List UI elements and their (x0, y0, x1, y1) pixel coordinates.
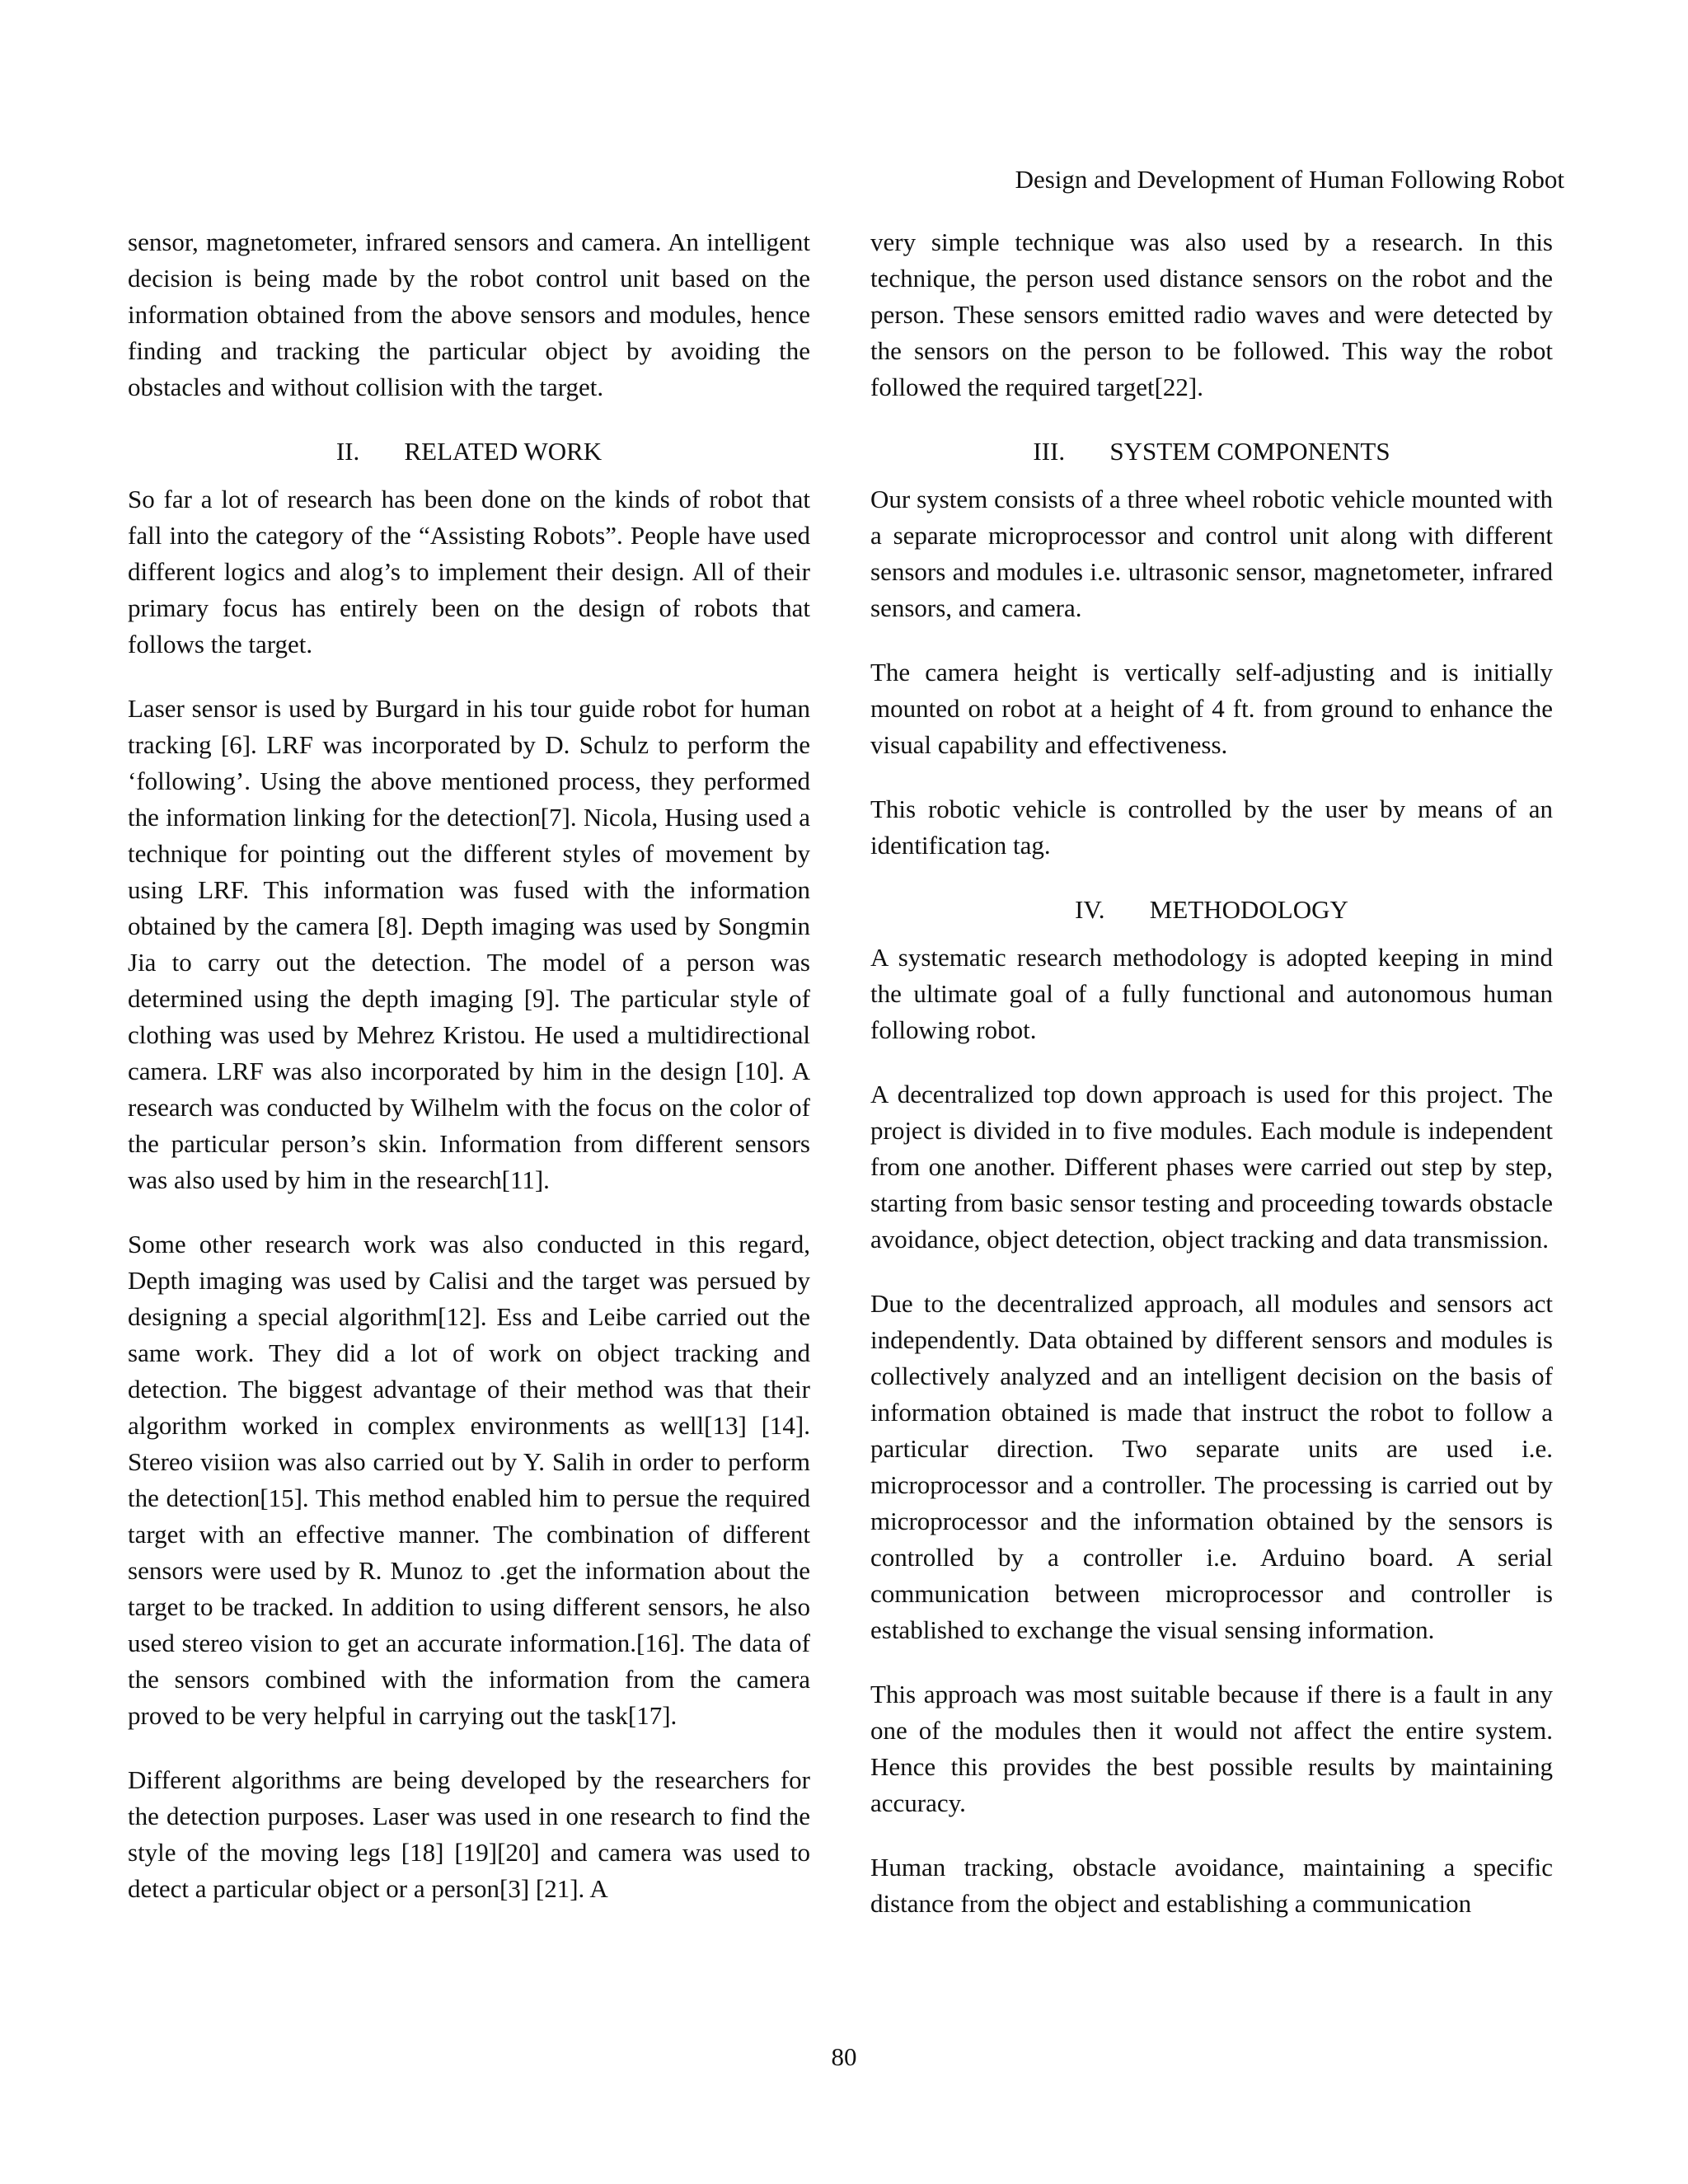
paragraph: Due to the decentralized approach, all modules and sensors act independently. Data obtained by different sensors and modules is collectively analyzed and an intelligent decision on the basis of information obtained is made that instruct the robot to follow a particular direction. Two separate units are used i.e. microprocessor and a controller. The processing is carried out by microprocessor and the information obtained by the sensors is controlled by a controller i.e. Arduino board. A serial communication between microprocessor and controller is established to exchange the visual sensing information. (870, 1289, 1553, 1644)
paragraph: sensor, magnetometer, infrared sensors and camera. An intelligent decision is being made by the robot control unit based on the information obtained from the above sensors and modules, hence finding and tracking the particular object by avoiding the obstacles and without collision with the target. (128, 227, 810, 401)
section-heading-methodology: IV. METHODOLOGY (1075, 895, 1348, 924)
paragraph: So far a lot of research has been done on the kinds of robot that fall into the category of the “Assisting Robots”. People have used different logics and alog’s to implement their design. All of their primary focus has entirely been on the design of robots that follows the target. (128, 485, 810, 658)
paragraph: very simple technique was also used by a research. In this technique, the person used distance sensors on the robot and the person. These sensors emitted radio waves and were detected by the sensors on the person to be followed. This way the robot followed the required target[22]. (870, 227, 1553, 401)
paragraph: Different algorithms are being developed by the researchers for the detection purposes. Laser was used in one research to find the style of the moving legs [18] [19][20] and camera was used to detect a particular object or a person[3] [21]. A (128, 1765, 810, 1903)
paragraph: Some other research work was also conducted in this regard, Depth imaging was used by Calisi and the target was persued by designing a special algorithm[12]. Ess and Leibe carried out the same work. They did a lot of work on object tracking and detection. The biggest advantage of their method was that their algorithm worked in complex environments as well[13] [14]. Stereo visiion was also carried out by Y. Salih in order to perform the detection[15]. This method enabled him to persue the required target with an effective manner. The combination of different sensors were used by R. Munoz to .get the information about the target to be tracked. In addition to using different sensors, he also used stereo vision to get an accurate information.[16]. The data of the sensors combined with the information from the camera proved to be very helpful in carrying out the task[17]. (128, 1230, 810, 1730)
paragraph: Human tracking, obstacle avoidance, maintaining a specific distance from the object and establishing a communication (870, 1853, 1553, 1918)
left-column (128, 224, 810, 1935)
section-heading-system-components: III. SYSTEM COMPONENTS (1033, 437, 1390, 466)
right-column (870, 224, 1553, 1950)
paragraph: A decentralized top down approach is used for this project. The project is divided in to five modules. Each module is independent from one another. Different phases were carried out step by step, starting from basic sensor testing and proceeding towards obstacle avoidance, object detection, object tracking and data transmission. (870, 1080, 1553, 1254)
paragraph: Our system consists of a three wheel robotic vehicle mounted with a separate microprocessor and control unit along with different sensors and modules i.e. ultrasonic sensor, magnetometer, infrared sensors, and camera. (870, 485, 1553, 622)
paragraph: A systematic research methodology is adopted keeping in mind the ultimate goal of a fully functional and autonomous human following robot. (870, 943, 1553, 1044)
paragraph: Laser sensor is used by Burgard in his tour guide robot for human tracking [6]. LRF was incorporated by D. Schulz to perform the ‘following’. Using the above mentioned process, they performed the information linking for the detection[7]. Nicola, Husing used a technique for pointing out the different styles of movement by using LRF. This information was fused with the information obtained by the camera [8]. Depth imaging was used by Songmin Jia to carry out the detection. The model of a person was determined using the depth imaging [9]. The particular style of clothing was used by Mehrez Kristou. He used a multidirectional camera. LRF was also incorporated by him in the design [10]. A research was conducted by Wilhelm with the focus on the color of the particular person’s skin. Information from different sensors was also used by him in the research[11]. (128, 694, 810, 1194)
paragraph: This approach was most suitable because if there is a fault in any one of the modules then it would not affect the entire system. Hence this provides the best possible results by maintaining accuracy. (870, 1680, 1553, 1817)
running-header: Design and Development of Human Following Robot (1015, 165, 1564, 194)
paragraph: The camera height is vertically self-adjusting and is initially mounted on robot at a height of 4 ft. from ground to enhance the visual capability and effectiveness. (870, 658, 1553, 759)
page-number: 80 (831, 2042, 857, 2071)
paragraph: This robotic vehicle is controlled by the user by means of an identification tag. (870, 794, 1553, 860)
section-heading-related-work: II. RELATED WORK (335, 437, 603, 466)
